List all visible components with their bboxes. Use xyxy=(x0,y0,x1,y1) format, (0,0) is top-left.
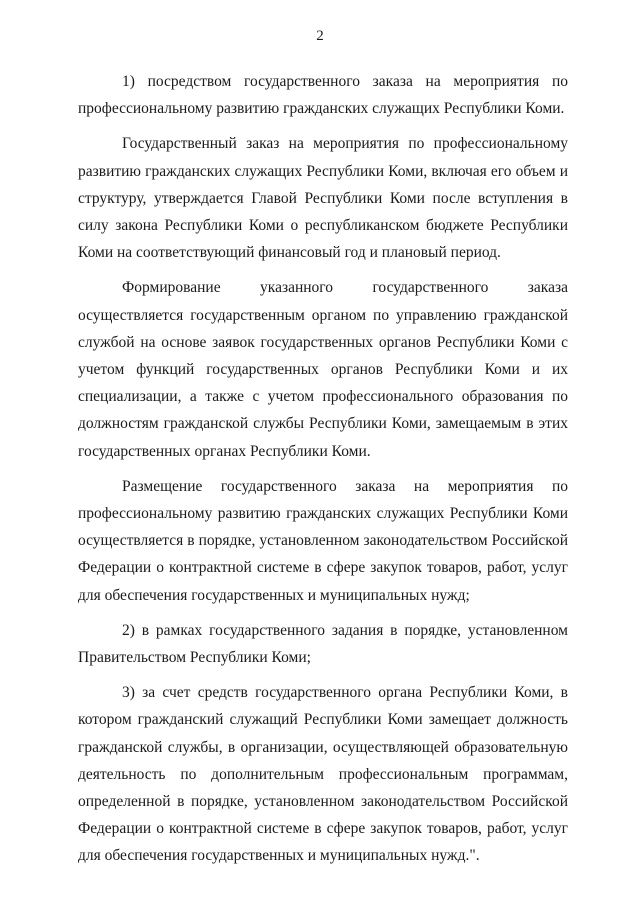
paragraph-state-order-placement: Размещение государственного заказа на мероприятия по профессиональному развитию гражданских служащих Республики Коми осуществляется в порядке, установленном законодательством Российской Федерации о контрактной системе в сфере закупок товаров, работ, услуг для обеспечения государственных и муниципальных нужд; xyxy=(78,477,568,604)
paragraph-item-2: 2) в рамках государственного задания в порядке, установленном Правительством Республики Коми; xyxy=(78,621,568,667)
document-body xyxy=(78,68,568,870)
paragraph-state-order-formation: Формирование указанного государственного заказа осуществляется государственным органом по управлению гражданской службой на основе заявок государственных органов Республики Коми с учетом функций государственных органов Республики Коми и их специализации, а также с учетом профессионального образования по должностям гражданской службы Республики Коми, замещаемым в этих государственных органах Республики Коми. xyxy=(78,279,568,460)
paragraph-item-3: 3) за счет средств государственного органа Республики Коми, в котором гражданский служащий Республики Коми замещает должность гражданской службы, в организации, осуществляющей образовательную деятельность по дополнительным профессиональным программам, определенной в порядке, установленном законодательством Российской Федерации о контрактной системе в сфере закупок товаров, работ, услуг для обеспечения государственных и муниципальных нужд.". xyxy=(78,684,568,865)
page-number: 2 xyxy=(316,28,324,44)
paragraph-item-1: 1) посредством государственного заказа на мероприятия по профессиональному развитию гражданских служащих Республики Коми. xyxy=(78,73,568,118)
paragraph-state-order-approval: Государственный заказ на мероприятия по профессиональному развитию гражданских служащих Республики Коми, включая его объем и структуру, утверждается Главой Республики Коми после вступления в силу закона Республики Коми о республиканском бюджете Республики Коми на соответствующий финансовый год и плановый период. xyxy=(78,135,568,262)
